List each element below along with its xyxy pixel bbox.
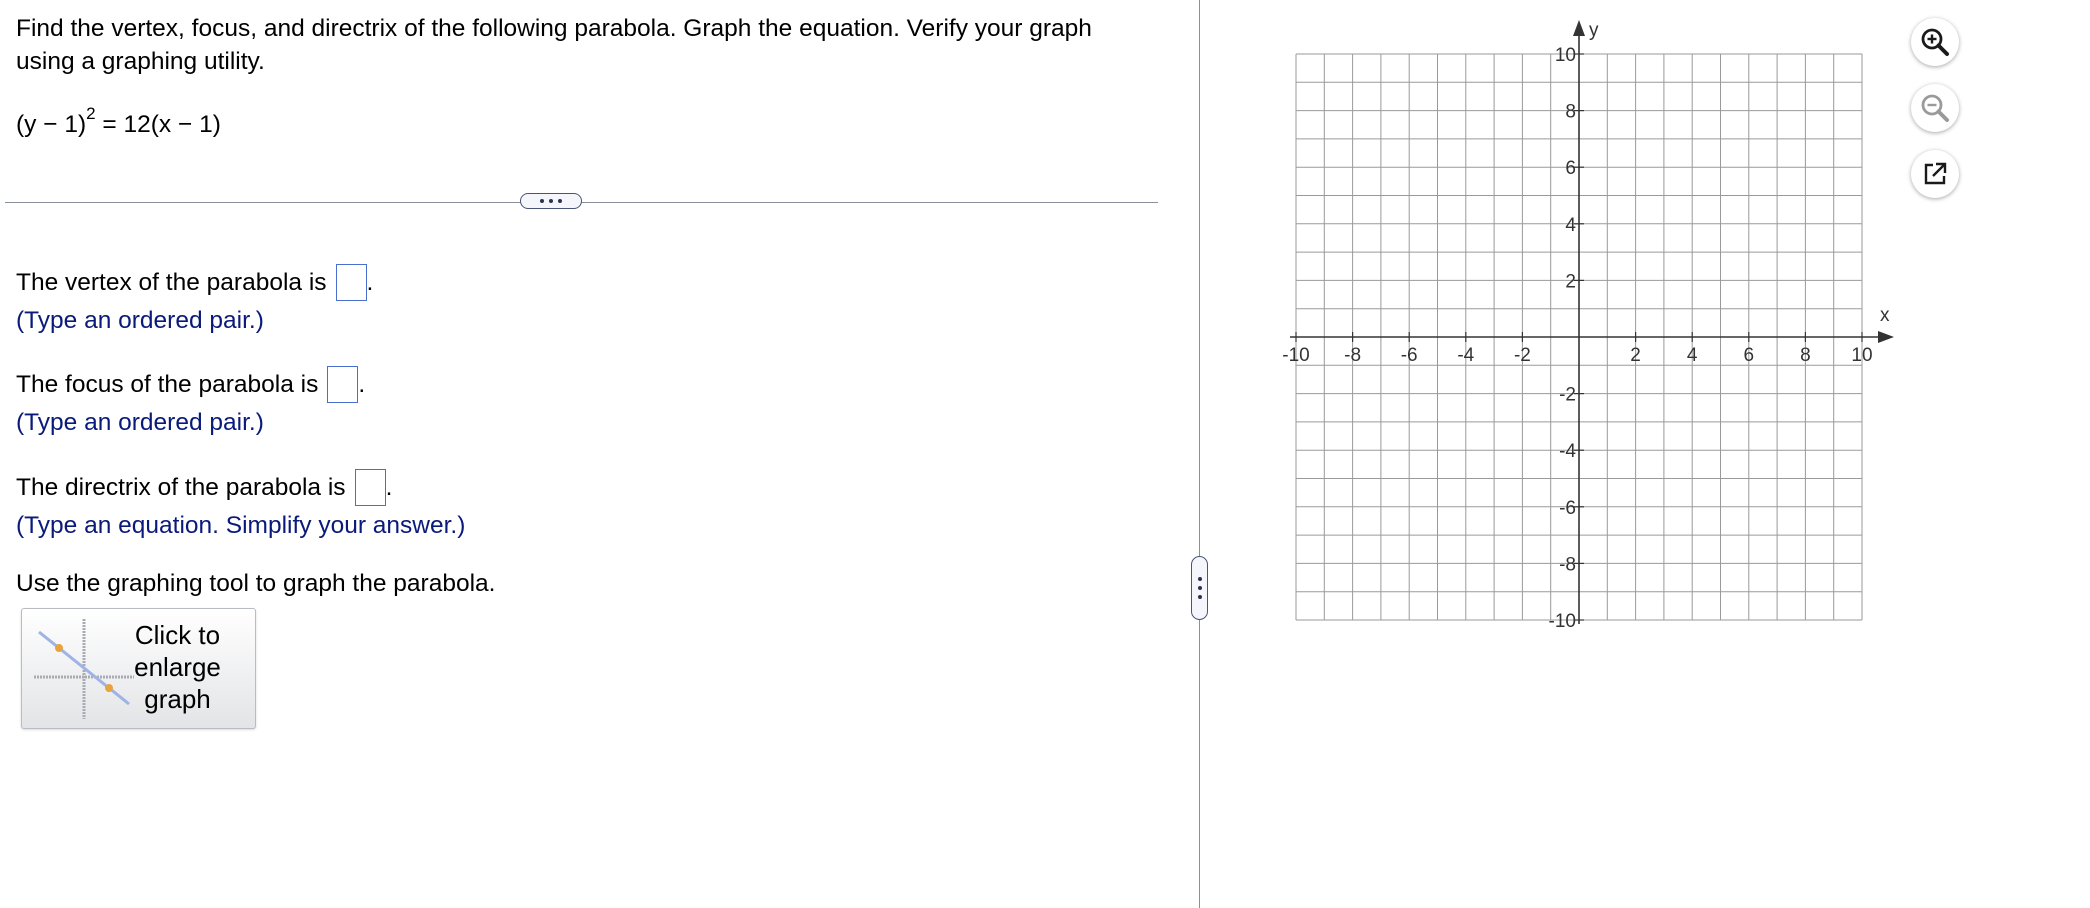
enlarge-graph-button[interactable]	[21, 608, 256, 729]
x-tick-label: -10	[1282, 345, 1310, 366]
directrix-answer-line	[16, 469, 392, 506]
y-axis-label: y	[1589, 20, 1599, 41]
focus-input[interactable]	[327, 366, 358, 403]
zoom-in-icon	[1920, 27, 1950, 57]
x-tick-label: -2	[1513, 345, 1531, 366]
x-tick-label: 8	[1800, 345, 1811, 366]
dot-icon	[1198, 586, 1202, 590]
period: .	[358, 370, 366, 398]
x-tick-label: 2	[1630, 345, 1641, 366]
y-axis-arrow-icon	[1573, 20, 1585, 36]
period: .	[366, 268, 374, 296]
vertex-prompt: The vertex of the parabola is	[16, 268, 327, 296]
x-tick-label: -6	[1400, 345, 1418, 366]
y-tick-label: 10	[1554, 45, 1576, 66]
coordinate-grid[interactable]	[1270, 14, 1910, 644]
open-external-button[interactable]	[1911, 150, 1959, 198]
vertex-hint: (Type an ordered pair.)	[16, 307, 264, 334]
focus-answer-line	[16, 366, 365, 403]
x-tick-label: 6	[1743, 345, 1755, 366]
pane-splitter	[1199, 0, 1200, 908]
y-tick-label: 2	[1565, 271, 1576, 293]
graph-tool-prompt: Use the graphing tool to graph the parabola.	[16, 570, 496, 597]
x-axis-label: x	[1880, 305, 1890, 326]
parabola-equation	[16, 104, 221, 139]
dot-icon	[1198, 595, 1202, 599]
x-tick-label: -8	[1344, 345, 1362, 366]
y-tick-label: -10	[1548, 611, 1576, 632]
focus-hint: (Type an ordered pair.)	[16, 409, 264, 436]
enlarge-graph-label: Click to enlarge graph	[134, 620, 221, 714]
equation-rest: = 12(x − 1)	[95, 111, 221, 139]
zoom-in-button[interactable]	[1911, 18, 1959, 66]
x-axis-arrow-icon	[1878, 331, 1894, 343]
y-tick-label: -4	[1559, 441, 1576, 463]
vertex-input[interactable]	[336, 264, 367, 301]
dot-icon	[549, 199, 553, 203]
directrix-prompt: The directrix of the parabola is	[16, 473, 346, 501]
equation-base: (y − 1)	[16, 111, 87, 139]
splitter-handle[interactable]	[1191, 556, 1208, 620]
period: .	[385, 473, 393, 501]
equation-exponent: 2	[86, 104, 96, 123]
directrix-input[interactable]	[355, 469, 386, 506]
y-tick-label: 8	[1565, 101, 1576, 123]
focus-prompt: The focus of the parabola is	[16, 370, 319, 398]
x-tick-label: -4	[1457, 345, 1475, 366]
y-tick-label: -8	[1559, 554, 1576, 576]
directrix-hint: (Type an equation. Simplify your answer.)	[16, 512, 466, 539]
zoom-out-button[interactable]	[1911, 84, 1959, 132]
y-tick-label: -6	[1559, 497, 1576, 519]
zoom-out-icon	[1920, 93, 1950, 123]
y-tick-label: 6	[1565, 158, 1576, 180]
expand-toggle-button[interactable]	[520, 193, 582, 209]
question-text: Find the vertex, focus, and directrix of the following parabola. Graph the equation. Verify your graph using a graphing utility.	[16, 15, 1092, 75]
x-tick-label: 4	[1686, 345, 1698, 366]
dot-icon	[558, 199, 562, 203]
y-tick-label: -2	[1559, 384, 1576, 406]
vertex-answer-line	[16, 264, 373, 301]
dot-icon	[540, 199, 544, 203]
y-tick-label: 4	[1565, 214, 1576, 236]
open-external-icon	[1921, 160, 1949, 188]
x-tick-label: 10	[1851, 345, 1873, 366]
dot-icon	[1198, 577, 1202, 581]
tick-labels	[1282, 45, 1872, 632]
